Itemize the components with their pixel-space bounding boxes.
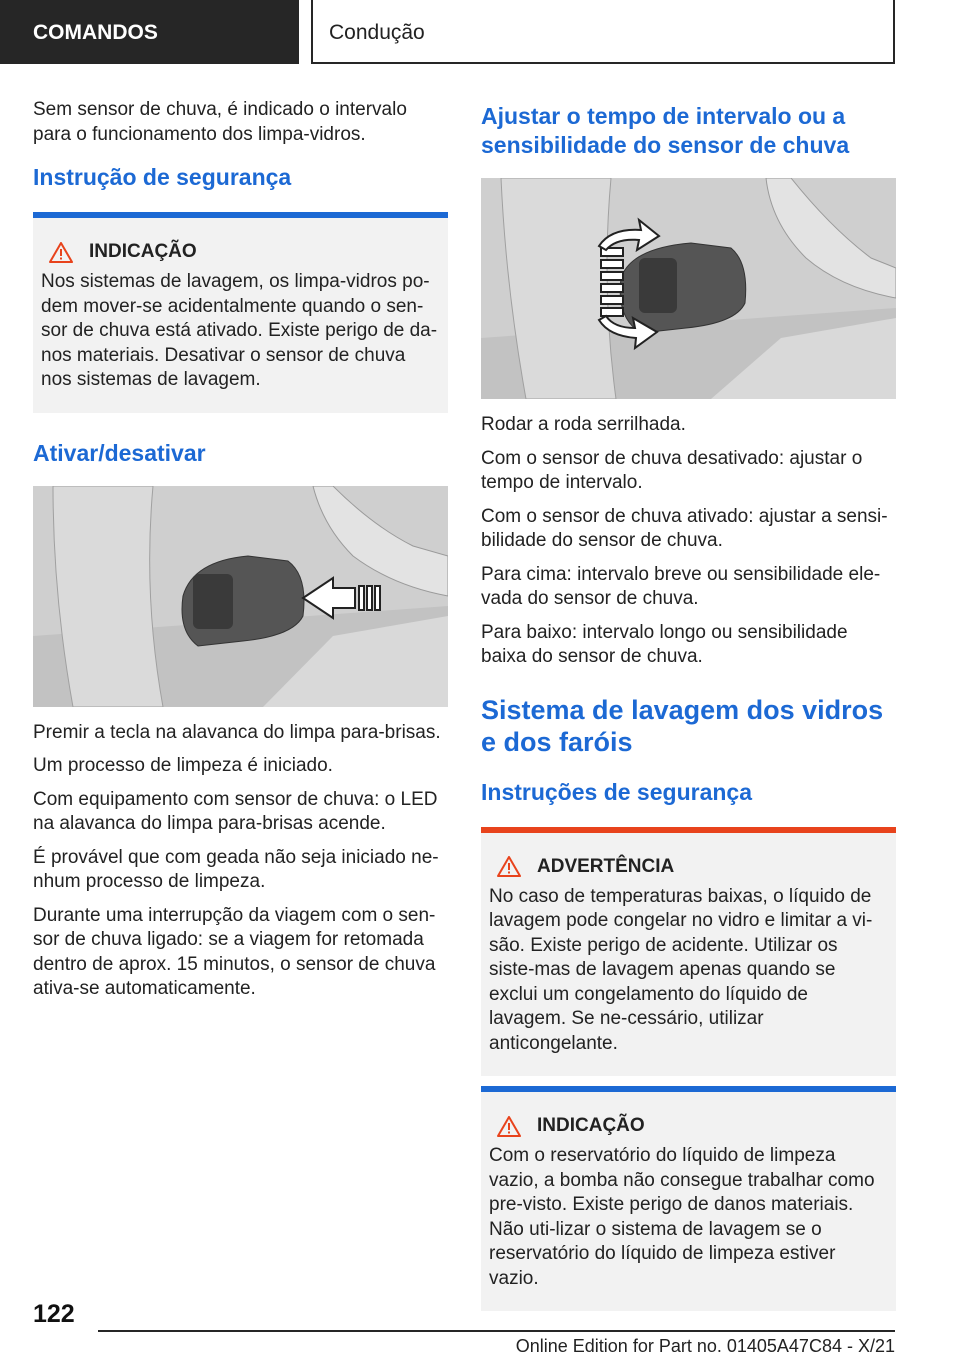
system-heading: Sistema de lavagem dos vidros e dos faróis xyxy=(481,694,884,757)
adjust-heading: Ajustar o tempo de intervalo ou a sensibilidade do sensor de chuva xyxy=(481,103,850,158)
warning-triangle-icon xyxy=(497,856,521,877)
note-text-2: Com o reservatório do líquido de limpeza vazio, a bomba não consegue trabalhar como pre-visto. Existe perigo de danos materiais. Não uti-lizar o sistema de lavagem se o reservatório do líquido de limpeza estiver vazio. xyxy=(489,1145,875,1289)
section-title: Condução xyxy=(311,0,895,64)
right-column xyxy=(481,98,896,1311)
note-box-2 xyxy=(481,1086,896,1311)
note-box xyxy=(33,212,448,413)
warning-triangle-icon xyxy=(49,242,73,263)
note-text: Nos sistemas de lavagem, os limpa-vidros po-dem mover-se acidentalmente quando o sen-sor de chuva está ativado. Existe perigo de da-nos materiais. Desativar o sensor de chuva nos sistemas de lavagem. xyxy=(41,271,438,390)
right-paragraph-1: Rodar a roda serrilhada. xyxy=(481,414,686,435)
warning-triangle-icon xyxy=(497,1116,521,1137)
warning-text: No caso de temperaturas baixas, o líquido de lavagem pode congelar no vidro e limitar a vi-são. Existe perigo de acidente. Utilizar os siste-mas de lavagem apenas quando se exclui um congelamento do líquido de lavagem. Se ne-cessário, utilizar anticongelante. xyxy=(489,885,873,1054)
safety-instructions-heading: Instruções de segurança xyxy=(481,778,752,805)
note-title-2 xyxy=(489,1114,888,1138)
left-paragraph-4: É provável que com geada não seja iniciado ne-nhum processo de limpeza. xyxy=(33,846,439,892)
left-paragraph-5: Durante uma interrupção da viagem com o sen-sor de chuva ligado: se a viagem for retomada dentro de aprox. 15 minutos, o sensor de chuva ativa-se automaticamente. xyxy=(33,904,436,999)
wiper-button-illustration xyxy=(33,486,448,707)
note-label: INDICAÇÃO xyxy=(89,241,197,262)
right-paragraph-5: Para baixo: intervalo longo ou sensibilidade baixa do sensor de chuva. xyxy=(481,621,848,667)
safety-heading: Instrução de segurança xyxy=(33,164,292,190)
left-paragraph-2: Um processo de limpeza é iniciado. xyxy=(33,755,333,776)
right-paragraph-4: Para cima: intervalo breve ou sensibilidade ele-vada do sensor de chuva. xyxy=(481,563,881,609)
edition-footer: Online Edition for Part no. 01405A47C84 - X/21 xyxy=(515,1336,895,1356)
left-column xyxy=(33,98,448,1011)
activate-heading: Ativar/desativar xyxy=(33,439,206,466)
right-paragraph-3: Com o sensor de chuva ativado: ajustar a sensi-bilidade do sensor de chuva. xyxy=(481,505,888,551)
page-number: 122 xyxy=(33,1300,75,1328)
chapter-tab: COMANDOS xyxy=(0,0,299,64)
note-title xyxy=(41,240,440,264)
note-label-2: INDICAÇÃO xyxy=(537,1115,645,1136)
footer-divider xyxy=(98,1330,895,1332)
warning-title xyxy=(489,855,888,879)
left-paragraph-1: Premir a tecla na alavanca do limpa para-brisas. xyxy=(33,721,441,743)
intro-paragraph: Sem sensor de chuva, é indicado o intervalo para o funcionamento dos limpa-vidros. xyxy=(33,99,407,145)
right-paragraph-2: Com o sensor de chuva desativado: ajustar o tempo de intervalo. xyxy=(481,447,863,493)
warning-box xyxy=(481,827,896,1077)
warning-label: ADVERTÊNCIA xyxy=(537,855,675,877)
thumbwheel-illustration xyxy=(481,178,896,399)
left-paragraph-3: Com equipamento com sensor de chuva: o LED na alavanca do limpa para-brisas acende. xyxy=(33,788,438,834)
